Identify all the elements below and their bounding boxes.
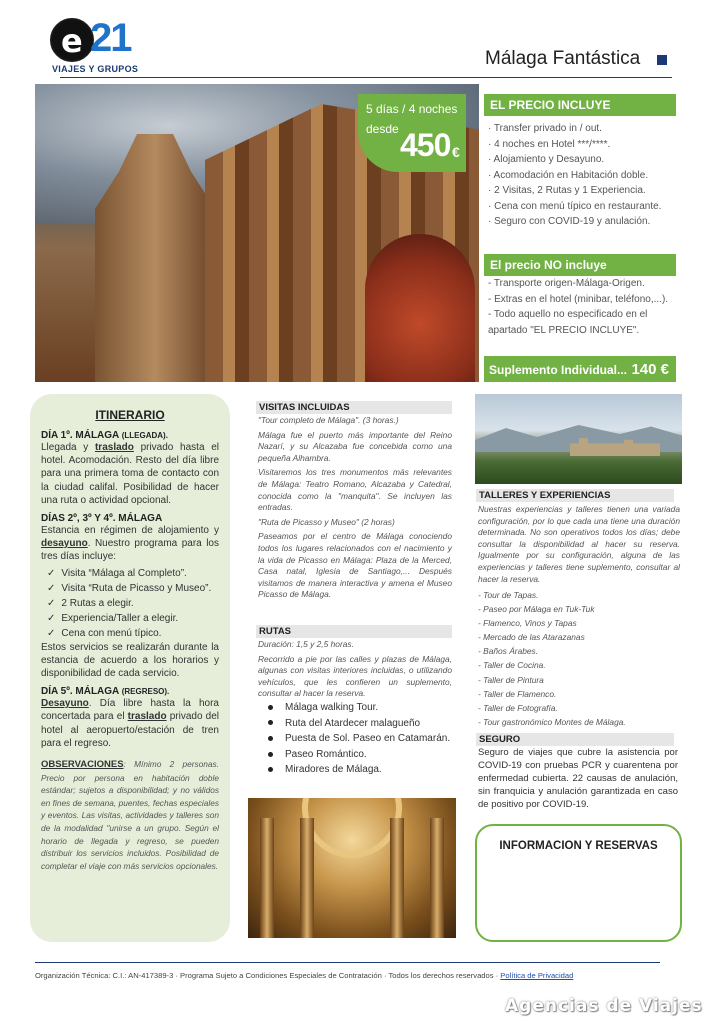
ruta-item: Málaga walking Tour. [268,700,450,716]
taller-item: - Tour gastronómico Montes de Málaga. [478,716,626,727]
header-divider [60,77,672,78]
no-incluye-item: - Transporte origen-Málaga-Origen. [488,278,645,289]
price-currency: € [452,144,460,160]
info-reservas-title: INFORMACION Y RESERVAS [499,840,658,852]
seguro-text: Seguro de viajes que cubre la asistencia por COVID-19 con pruebas PCR y cuarentena por enfermedad cubierta. 22 causas de anulación, sin franquicia y anulación garantizada en caso de positivo por COVID-19. [478,747,678,810]
incluye-item: · Transfer privado in / out. [488,123,602,134]
ruta-item: Paseo Romántico. [268,747,450,763]
e21-logo [50,16,160,74]
check-icon: ✓ [47,567,56,579]
rutas-heading: RUTAS [256,625,452,638]
visitas-heading: VISITAS INCLUIDAS [256,401,452,414]
visitas-paragraph: Visitaremos los tres monumentos más relevantes de Málaga: Teatro Romano, Alcazaba y Catedral, conocida como la "manquita". Se incluyen las entradas. [258,467,452,513]
price-from: desde [366,122,399,136]
talleres-heading: TALLERES Y EXPERIENCIAS [476,489,674,502]
suplemento-banner [484,356,676,382]
no-incluye-heading: El precio NO incluye [484,254,676,276]
visitas-paragraph: Paseamos por el centro de Málaga conociendo todos los lugares relacionados con el nacimiento y la vida de Picasso en Málaga: Plaza de la Merced, Casa natal, Iglesia de Santiago,... Después visitamos de manera interactiva y amena el Museo Picasso de Málaga. [258,531,452,600]
info-reservas-box[interactable] [475,824,682,942]
cathedral-interior-photo [248,798,456,938]
logo-letter: e [61,22,83,60]
arch [365,234,475,382]
incluye-item: · Seguro con COVID-19 y anulación. [488,216,651,227]
taller-item: - Mercado de las Atarazanas [478,632,585,643]
taller-item: - Taller de Cocina. [478,660,546,671]
checklist-item: ✓ Cena con menú típico. [47,627,162,639]
price-duration: 5 días / 4 noches [366,102,458,116]
visitas-paragraph: Málaga fue el puerto más importante del Reino Nazarí, y su Alcazaba fue concebida como una pequeña Alhambra. [258,429,452,463]
checklist-item: ✓ Visita “Ruta de Picasso y Museo”. [47,582,212,594]
incluye-item: · 4 noches en Hotel ***/****. [488,138,611,150]
incluye-list [488,121,683,230]
rutas-text [258,639,452,703]
incluye-item: · Alojamiento y Desayuno. [488,154,605,165]
logo-number: 21 [90,16,131,60]
checklist-item: ✓ Visita “Málaga al Completo”. [47,567,187,579]
check-icon: ✓ [47,627,56,639]
check-icon: ✓ [47,597,56,609]
itinerary-title: ITINERARIO [95,408,165,422]
taller-item: - Baños Árabes. [478,646,539,657]
checklist-item: ✓ Experiencia/Taller a elegir. [47,612,179,624]
rutas-description: Recorrido a pie por las calles y plazas de Málaga, algunas con visitas interiores incluidas, o utilizando vehículos, que les confieren un suplemento, consultar al hacer la reserva. [258,653,452,699]
rutas-duration: Duración: 1,5 y 2,5 horas. [258,639,354,649]
footer-text: Organización Técnica: C.I.: AN-417389-3 · Programa Sujeto a Condiciones Especiales de Contratación · Todos los derechos reservados · [35,971,501,980]
column [430,818,444,938]
day1-heading: DÍA 1º. MÁLAGA (LLEGADA). [41,430,168,441]
incluye-item: · 2 Visitas, 2 Rutas y 1 Experiencia. [488,185,646,196]
price-badge [358,94,466,172]
taller-item: - Taller de Flamenco. [478,688,557,699]
title-square-icon [657,55,667,65]
day1-text: Llegada y traslado privado hasta el hotel. Acomodación. Resto del día libre para una primera toma de contacto con la ciudad califal. Posibilidad de hacer una ruta o actividad opcional. [41,442,219,506]
no-incluye-item: apartado "EL PRECIO INCLUYE". [488,324,640,336]
price-amount: 450 [400,127,451,163]
itinerary-panel [30,394,230,942]
ruta-item: Ruta del Atardecer malagueño [268,716,450,732]
taller-item: - Taller de Fotografía. [478,702,558,713]
logo-circle [50,18,94,62]
incluye-heading: EL PRECIO INCLUYE [484,94,676,116]
no-incluye-list [488,276,683,338]
checklist-item: ✓ 2 Rutas a elegir. [47,597,134,609]
day5-text: Desayuno. Día libre hasta la hora concertada para el traslado privado del hotel al aeropuerto/estación de tren para el regreso. [41,698,219,749]
bullet-icon [268,736,273,741]
bullet-icon [268,767,273,772]
bullet-icon [268,705,273,710]
taller-item: - Taller de Pintura [478,674,544,685]
talleres-list [478,588,626,729]
incluye-item: · Acomodación en Habitación doble. [488,169,649,181]
day5-heading: DÍA 5º. MÁLAGA (REGRESO). [41,686,170,698]
ruta-item: Miradores de Málaga. [268,762,450,778]
day2-heading: DÍAS 2º, 3º Y 4º. MÁLAGA [41,513,163,525]
day2-note: Estos servicios se realizarán durante la estancia de acuerdo a los horarios y disponibilidad de cada servicio. [41,641,219,680]
taller-item: - Tour de Tapas. [478,590,539,600]
rutas-list [268,700,450,778]
day2-checklist [41,566,219,641]
dome [302,798,402,858]
column [260,818,274,938]
bullet-icon [268,752,273,757]
watermark: Agencias de Viajes [505,996,703,1016]
taller-item: - Paseo por Málaga en Tuk-Tuk [478,604,595,615]
incluye-item: · Cena con menú típico en restaurante. [488,200,662,212]
privacy-link[interactable]: Política de Privacidad [500,971,574,980]
bullet-icon [268,720,273,725]
footer-divider [35,962,660,963]
page-title: Málaga Fantástica [485,48,641,69]
column [390,818,404,938]
column [300,818,314,938]
visitas-text [258,415,452,604]
taller-item: - Flamenco, Vinos y Tapas [478,618,577,629]
suplemento-amount: 140 € [631,361,670,378]
footer [35,971,573,980]
seguro-heading: SEGURO [476,733,674,746]
alcazaba-landscape-photo [475,394,682,484]
observaciones: OBSERVACIONES: Mínimo 2 personas. Precio por persona en habitación doble estándar; sujetos a disponibilidad; y no válidos en fines de semana, puentes, fechas especiales y eventos. Las visitas, actividades y talleres son de la modalidad "unirse a un grupo. Según el horario de llegada y regreso, se pueden distribuir los servicios incluidos. Posibilidad de completar el viaje con más servicios opcionales. [41,759,219,871]
visitas-paragraph: "Ruta de Picasso y Museo" (2 horas) [258,516,395,527]
visitas-paragraph: "Tour completo de Málaga". (3 horas.) [258,415,399,425]
check-icon: ✓ [47,612,56,624]
logo-tagline: VIAJES Y GRUPOS [52,64,139,74]
no-incluye-item: - Extras en el hotel (minibar, teléfono,...). [488,293,669,305]
check-icon: ✓ [47,582,56,594]
talleres-text: Nuestras experiencias y talleres tienen una variada configuración, por lo que cada una tiene una duración determinada. No son operativos todos los días; debe consultar la disponibilidad al hacer su reserva. Igualmente por su configuración, alguna de las experiencias y talleres tiene suplemento, consultar al hacer la reserva. [478,504,680,584]
suplemento-label: Suplemento Individual... [489,363,628,377]
ruta-item: Puesta de Sol. Paseo en Catamarán. [268,731,450,747]
day2-text: Estancia en régimen de alojamiento y desayuno. Nuestro programa para los tres días incluye: [41,525,219,563]
no-incluye-item: - Todo aquello no especificado en el [488,309,648,320]
